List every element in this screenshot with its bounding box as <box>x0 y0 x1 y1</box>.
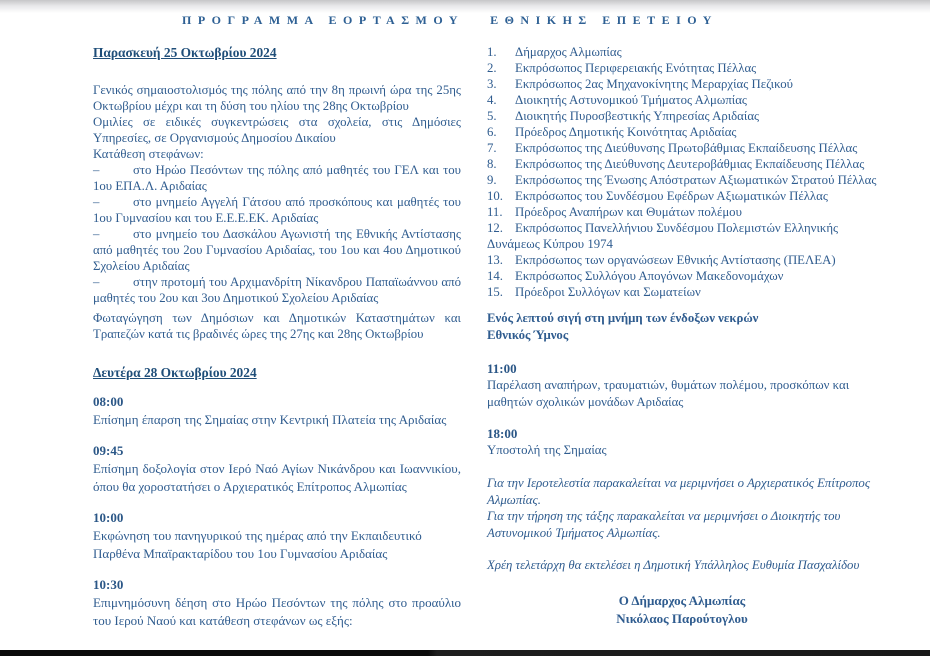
officials-item-text: Εκπρόσωπος Περιφερειακής Ενότητας Πέλλας <box>515 61 757 75</box>
officials-item <box>487 220 877 252</box>
officials-item-number: 2. <box>487 61 497 75</box>
officials-item <box>487 108 877 124</box>
schedule-entry <box>93 509 461 563</box>
officials-item-number: 3. <box>487 77 497 91</box>
signature-title: Ο Δήμαρχος Αλμωπίας <box>618 593 746 608</box>
officials-item-number: 9. <box>487 173 497 187</box>
right-schedule <box>487 360 877 459</box>
officials-item-text: Εκπρόσωπος Πανελλήνιου Συνδέσμου Πολεμιστών Ελληνικής Δυνάμεως Κύπρου 1974 <box>487 221 839 251</box>
officials-item <box>487 188 877 204</box>
schedule-entry <box>93 576 461 630</box>
anthem-line: Εθνικός Ύμνος <box>487 328 569 342</box>
officials-item <box>487 172 877 188</box>
taskbar-edge <box>0 650 930 656</box>
officials-item <box>487 92 877 108</box>
officials-item-number: 12. <box>487 221 503 235</box>
right-column <box>487 44 877 628</box>
officials-item-text: Εκπρόσωπος του Συνδέσμου Εφέδρων Αξιωματικών Πέλλας <box>515 189 828 203</box>
officials-item-number: 10. <box>487 189 503 203</box>
schedule-text: Επίσημη δοξολογία στον Ιερό Ναό Αγίων Νικάνδρου και Ιωαννικίου, όπου θα χοροστατήσει ο Αρχιερατικός Επίτροπος Αλμωπίας <box>93 461 461 494</box>
page-top-shadow <box>0 0 930 13</box>
officials-item <box>487 140 877 156</box>
wreath-item-text: στο μνημείο του Δασκάλου Αγωνιστή της Εθνικής Αντίστασης από μαθητές του 2ου Γυμνασίου Αριδαίας, του 1ου και 4ου Δημοτικού Σχολείου Αριδαίας <box>93 227 461 273</box>
schedule-text: Υποστολή της Σημαίας <box>487 443 607 457</box>
officials-item-number: 13. <box>487 253 503 267</box>
signature-name: Νικόλαος Παρούτογλου <box>616 611 748 626</box>
dash-marker: – <box>93 195 100 209</box>
officials-item-number: 1. <box>487 45 497 59</box>
officials-item-number: 4. <box>487 93 497 107</box>
note-line: Για την τήρηση της τάξης παρακαλείται να μεριμνήσει ο Διοικητής του Αστυνομικού Τμήματος Αλμωπίας. <box>487 509 841 540</box>
signature-block <box>487 592 877 628</box>
notes-block <box>487 475 877 541</box>
officials-item <box>487 124 877 140</box>
officials-item <box>487 76 877 92</box>
schedule-time: 10:00 <box>93 510 124 525</box>
officials-item <box>487 44 877 60</box>
schedule-entry <box>93 442 461 496</box>
schedule-time: 18:00 <box>487 426 518 441</box>
wreath-item-text: στην προτομή του Αρχιμανδρίτη Νίκανδρου Παπαϊωάννου από μαθητές του 2ου και 3ου Δημοτικού Σχολείου Αριδαίας <box>93 275 461 305</box>
officials-item-text: Εκπρόσωπος Συλλόγου Απογόνων Μακεδονομάχων <box>515 269 784 283</box>
marshal-note: Χρέη τελετάρχη θα εκτελέσει η Δημοτική Υπάλληλος Ευθυμία Πασχαλίδου <box>487 558 860 572</box>
note-line: Για την Ιεροτελεστία παρακαλείται να μεριμνήσει ο Αρχιερατικός Επίτροπος Αλμωπίας. <box>487 476 871 507</box>
dash-marker: – <box>93 227 100 241</box>
officials-item-text: Πρόεδρος Αναπήρων και Θυμάτων πολέμου <box>515 205 742 219</box>
officials-item-text: Εκπρόσωπος της Ένωσης Απόστρατων Αξιωματικών Στρατού Πέλλας <box>515 173 877 187</box>
schedule-time: 08:00 <box>93 394 124 409</box>
schedule-entry <box>487 360 877 411</box>
speeches-paragraph: Ομιλίες σε ειδικές συγκεντρώσεις στα σχολεία, στις Δημόσιες Υπηρεσίες, σε Οργανισμούς Δημοσίου Δικαίου <box>93 115 461 145</box>
schedule-text: Επίσημη έπαρση της Σημαίας στην Κεντρική Πλατεία της Αριδαίας <box>93 412 447 427</box>
wreath-item-text: στο μνημείο Αγγελή Γάτσου από προσκόπους και μαθητές του 1ου Γυμνασίου και του Ε.Ε.Ε.ΕΚ. Αριδαίας <box>93 195 461 225</box>
monday-heading: Δευτέρα 28 Οκτωβρίου 2024 <box>93 365 257 380</box>
officials-item-text: Εκπρόσωπος της Διεύθυνσης Δευτεροβάθμιας Εκπαίδευσης Πέλλας <box>515 157 865 171</box>
schedule-time: 10:30 <box>93 577 124 592</box>
dash-marker: – <box>93 275 100 289</box>
officials-item-text: Εκπρόσωπος 2ας Μηχανοκίνητης Μεραρχίας Πεζικού <box>515 77 793 91</box>
wreaths-label: Κατάθεση στεφάνων: <box>93 147 204 161</box>
officials-item-number: 5. <box>487 109 497 123</box>
officials-item-number: 8. <box>487 157 497 171</box>
silence-line: Ενός λεπτού σιγή στη μνήμη των ένδοξων νεκρών <box>487 311 759 325</box>
officials-item-number: 7. <box>487 141 497 155</box>
document-title-part1: ΠΡΟΓΡΑΜΜΑ ΕΟΡΤΑΣΜΟΥ <box>182 13 465 27</box>
wreath-item <box>93 274 461 306</box>
officials-item-text: Διοικητής Πυροσβεστικής Υπηρεσίας Αριδαίας <box>515 109 760 123</box>
schedule-time: 11:00 <box>487 361 517 376</box>
officials-list <box>487 44 877 300</box>
document-title <box>0 13 930 28</box>
officials-item-text: Διοικητής Αστυνομικού Τμήματος Αλμωπίας <box>515 93 747 107</box>
officials-item <box>487 252 877 268</box>
officials-item-number: 6. <box>487 125 497 139</box>
wreath-item <box>93 226 461 274</box>
schedule-time: 09:45 <box>93 443 124 458</box>
officials-item-text: Πρόεδρος Δημοτικής Κοινότητας Αριδαίας <box>515 125 737 139</box>
officials-item-number: 14. <box>487 269 503 283</box>
officials-item <box>487 284 877 300</box>
dash-marker: – <box>93 163 100 177</box>
officials-item-number: 11. <box>487 205 503 219</box>
wreath-item-text: στο Ηρώο Πεσόντων της πόλης από μαθητές του ΓΕΛ και του 1ου ΕΠΑ.Λ. Αριδαίας <box>93 163 461 193</box>
wreath-item <box>93 162 461 194</box>
schedule-text: Εκφώνηση του πανηγυρικού της ημέρας από την Εκπαιδευτικό Παρθένα Μπαϊρακταρίδου του 1ου Γυμνασίου Αριδαίας <box>93 528 422 561</box>
lighting-paragraph: Φωταγώγηση των Δημόσιων και Δημοτικών Καταστημάτων και Τραπεζών κατά τις βραδινές ώρες της 27ης και 28ης Οκτωβρίου <box>93 311 461 341</box>
schedule-text: Επιμνημόσυνη δέηση στο Ηρώο Πεσόντων της πόλης στο προαύλιο του Ιερού Ναού και κατάθεση στεφάνων ως εξής: <box>93 595 461 628</box>
schedule-entry <box>93 393 461 429</box>
wreath-item <box>93 194 461 226</box>
left-column <box>93 44 461 643</box>
friday-heading: Παρασκευή 25 Οκτωβρίου 2024 <box>93 45 277 60</box>
document-title-part2: ΕΘΝΙΚΗΣ ΕΠΕΤΕΙΟΥ <box>490 13 718 27</box>
officials-item <box>487 204 877 220</box>
officials-item-text: Δήμαρχος Αλμωπίας <box>515 45 622 59</box>
officials-item <box>487 156 877 172</box>
flags-paragraph: Γενικός σημαιοστολισμός της πόλης από την 8η πρωινή ώρα της 25ης Οκτωβρίου μέχρι και τη δύση του ηλίου της 28ης Οκτωβρίου <box>93 83 461 113</box>
officials-item-number: 15. <box>487 285 503 299</box>
officials-item-text: Πρόεδροι Συλλόγων και Σωματείων <box>515 285 701 299</box>
officials-item-text: Εκπρόσωπος των οργανώσεων Εθνικής Αντίστασης (ΠΕΛΕΑ) <box>515 253 836 267</box>
schedule-text: Παρέλαση αναπήρων, τραυματιών, θυμάτων πολέμου, προσκόπων και μαθητών σχολικών μονάδων Αριδαίας <box>487 378 850 409</box>
officials-item <box>487 268 877 284</box>
officials-item <box>487 60 877 76</box>
schedule-entry <box>487 425 877 459</box>
officials-item-text: Εκπρόσωπος της Διεύθυνσης Πρωτοβάθμιας Εκπαίδευσης Πέλλας <box>515 141 858 155</box>
